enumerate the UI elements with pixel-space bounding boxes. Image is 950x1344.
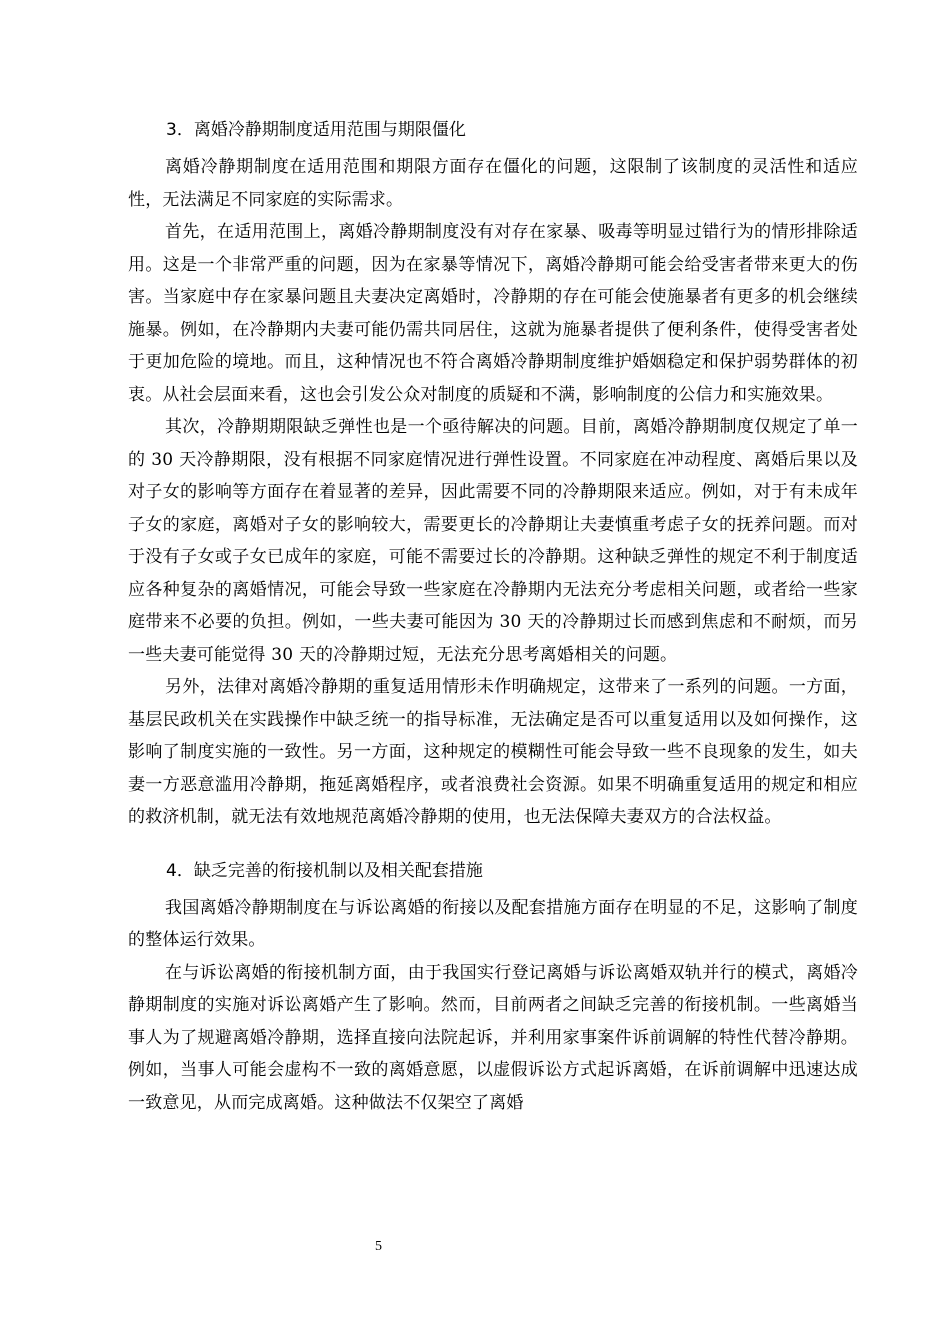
section-heading-3: 3．离婚冷静期制度适用范围与期限僵化 [166, 120, 466, 140]
paragraph: 另外，法律对离婚冷静期的重复适用情形未作明确规定，这带来了一系列的问题。一方面，基层民政机关在实践操作中缺乏统一的指导标准，无法确定是否可以重复适用以及如何操作，这影响了制度实施的一致性。另一方面，这种规定的模糊性可能会导致一些不良现象的发生，如夫妻一方恶意滥用冷静期，拖延离婚程序，或者浪费社会资源。如果不明确重复适用的规定和相应的救济机制，就无法有效地规范离婚冷静期的使用，也无法保障夫妻双方的合法权益。 [128, 677, 858, 827]
paragraph: 首先，在适用范围上，离婚冷静期制度没有对存在家暴、吸毒等明显过错行为的情形排除适用。这是一个非常严重的问题，因为在家暴等情况下，离婚冷静期可能会给受害者带来更大的伤害。当家庭中存在家暴问题且夫妻决定离婚时，冷静期的存在可能会使施暴者有更多的机会继续施暴。例如，在冷静期内夫妻可能仍需共同居住，这就为施暴者提供了便利条件，使得受害者处于更加危险的境地。而且，这种情况也不符合离婚冷静期制度维护婚姻稳定和保护弱势群体的初衷。从社会层面来看，这也会引发公众对制度的质疑和不满，影响制度的公信力和实施效果。 [128, 222, 858, 405]
paragraph: 其次，冷静期期限缺乏弹性也是一个亟待解决的问题。目前，离婚冷静期制度仅规定了单一的 30 天冷静期限，没有根据不同家庭情况进行弹性设置。不同家庭在冲动程度、离婚后果以及对子女的影响等方面存在着显著的差异，因此需要不同的冷静期限来适应。例如，对于有未成年子女的家庭，离婚对子女的影响较大，需要更长的冷静期让夫妻慎重考虑子女的抚养问题。而对于没有子女或子女已成年的家庭，可能不需要过长的冷静期。这种缺乏弹性的规定不利于制度适应各种复杂的离婚情况，可能会导致一些家庭在冷静期内无法充分考虑相关问题，或者给一些家庭带来不必要的负担。例如，一些夫妻可能因为 30 天的冷静期过长而感到焦虑和不耐烦，而另一些夫妻可能觉得 30 天的冷静期过短，无法充分思考离婚相关的问题。 [128, 417, 858, 665]
paragraph: 我国离婚冷静期制度在与诉讼离婚的衔接以及配套措施方面存在明显的不足，这影响了制度的整体运行效果。 [128, 897, 858, 950]
page-number: 5 [375, 1239, 382, 1254]
page-body [128, 113, 858, 1119]
section-heading-4: 4．缺乏完善的衔接机制以及相关配套措施 [166, 860, 483, 881]
paragraph: 在与诉讼离婚的衔接机制方面，由于我国实行登记离婚与诉讼离婚双轨并行的模式，离婚冷静期制度的实施对诉讼离婚产生了影响。然而，目前两者之间缺乏完善的衔接机制。一些离婚当事人为了规避离婚冷静期，选择直接向法院起诉，并利用家事案件诉前调解的特性代替冷静期。例如，当事人可能会虚构不一致的离婚意愿，以虚假诉讼方式起诉离婚，在诉前调解中迅速达成一致意见，从而完成离婚。这种做法不仅架空了离婚 [128, 962, 858, 1113]
paragraph: 离婚冷静期制度在适用范围和期限方面存在僵化的问题，这限制了该制度的灵活性和适应性，无法满足不同家庭的实际需求。 [128, 157, 858, 210]
